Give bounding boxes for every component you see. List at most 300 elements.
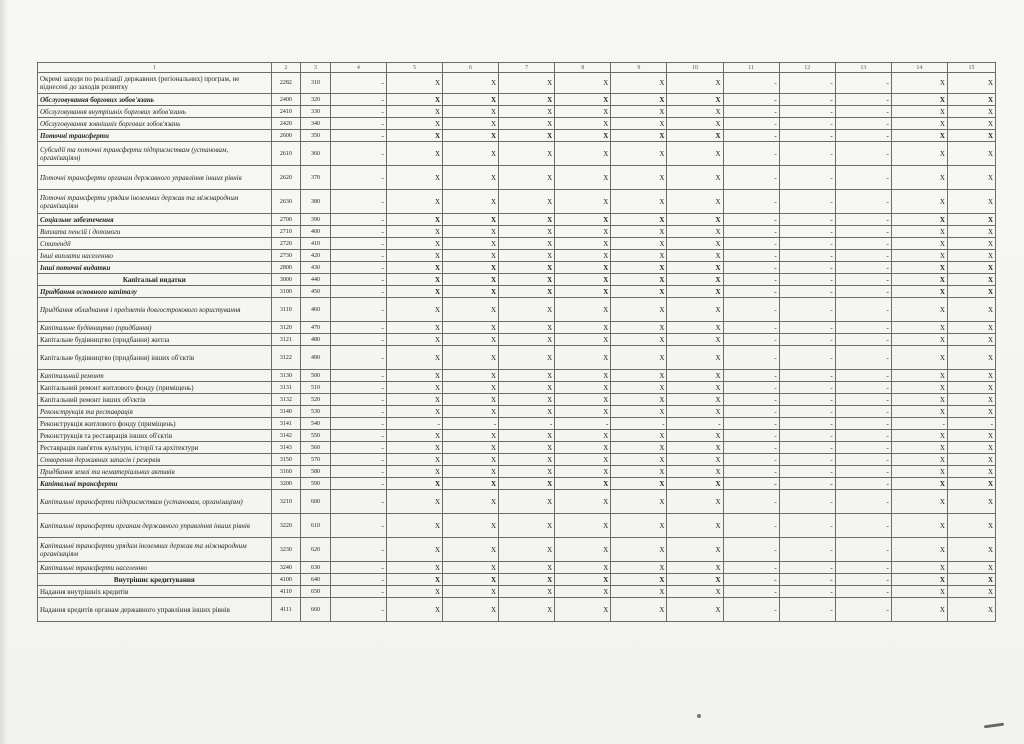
value-cell: -	[779, 118, 835, 130]
value-cell: X	[611, 226, 667, 238]
value-cell: X	[611, 274, 667, 286]
value-cell: X	[499, 190, 555, 214]
value-cell: -	[723, 130, 779, 142]
value-cell: X	[555, 322, 611, 334]
value-cell: X	[386, 94, 442, 106]
value-cell: X	[947, 118, 995, 130]
value-cell: X	[386, 286, 442, 298]
value-cell: X	[947, 286, 995, 298]
value-cell: X	[891, 466, 947, 478]
value-cell: -	[835, 214, 891, 226]
row-code: 2710	[271, 226, 301, 238]
value-cell: X	[667, 430, 723, 442]
value-cell: X	[386, 538, 442, 562]
value-cell: X	[443, 322, 499, 334]
value-cell: X	[555, 346, 611, 370]
value-cell: X	[611, 406, 667, 418]
value-cell: X	[891, 490, 947, 514]
value-cell: X	[611, 118, 667, 130]
value-cell: X	[611, 166, 667, 190]
value-cell: X	[667, 466, 723, 478]
table-row	[38, 274, 996, 286]
column-number-5: 5	[386, 63, 442, 73]
value-cell: X	[891, 142, 947, 166]
value-cell: -	[330, 226, 386, 238]
value-cell: -	[779, 166, 835, 190]
value-cell: -	[723, 190, 779, 214]
pen-tick-mark	[984, 723, 1004, 729]
value-cell: -	[723, 250, 779, 262]
value-cell: X	[443, 454, 499, 466]
value-cell: X	[947, 190, 995, 214]
row-code: 2410	[271, 106, 301, 118]
value-cell: X	[499, 394, 555, 406]
value-cell: -	[779, 538, 835, 562]
table-row	[38, 262, 996, 274]
table-row	[38, 106, 996, 118]
value-cell: X	[611, 190, 667, 214]
row-line-code: 520	[301, 394, 331, 406]
table-row	[38, 574, 996, 586]
value-cell: -	[947, 418, 995, 430]
table-row	[38, 442, 996, 454]
value-cell: -	[330, 406, 386, 418]
row-label: Придбання обладнання і предметів довгострокового користування	[38, 298, 272, 322]
value-cell: X	[499, 166, 555, 190]
value-cell: X	[667, 190, 723, 214]
value-cell: -	[779, 418, 835, 430]
value-cell: X	[947, 490, 995, 514]
value-cell: X	[947, 262, 995, 274]
value-cell: X	[891, 334, 947, 346]
value-cell: X	[891, 454, 947, 466]
value-cell: X	[555, 466, 611, 478]
value-cell: X	[555, 94, 611, 106]
value-cell: X	[891, 214, 947, 226]
value-cell: X	[443, 346, 499, 370]
row-label: Обслуговування внутрішніх боргових зобов'язань	[38, 106, 272, 118]
value-cell: X	[611, 238, 667, 250]
row-line-code: 610	[301, 514, 331, 538]
value-cell: X	[611, 466, 667, 478]
scan-edge-shadow	[0, 0, 8, 744]
value-cell: X	[443, 226, 499, 238]
row-code: 4110	[271, 586, 301, 598]
value-cell: X	[555, 130, 611, 142]
value-cell: X	[555, 478, 611, 490]
value-cell: -	[835, 466, 891, 478]
table-row	[38, 238, 996, 250]
value-cell: -	[723, 298, 779, 322]
value-cell: X	[947, 370, 995, 382]
value-cell: -	[835, 418, 891, 430]
value-cell: X	[555, 274, 611, 286]
value-cell: -	[723, 346, 779, 370]
value-cell: X	[891, 106, 947, 118]
value-cell: X	[443, 286, 499, 298]
value-cell: X	[611, 598, 667, 622]
value-cell: X	[443, 298, 499, 322]
value-cell: -	[330, 418, 386, 430]
value-cell: X	[386, 514, 442, 538]
value-cell: X	[499, 598, 555, 622]
value-cell: X	[891, 298, 947, 322]
value-cell: -	[779, 262, 835, 274]
value-cell: X	[611, 142, 667, 166]
value-cell: X	[947, 334, 995, 346]
column-number-1: 1	[38, 63, 272, 73]
row-code: 3143	[271, 442, 301, 454]
value-cell: -	[330, 430, 386, 442]
row-label: Капітальні трансферти підприємствам (установам, організаціям)	[38, 490, 272, 514]
value-cell: -	[330, 490, 386, 514]
value-cell: X	[667, 406, 723, 418]
value-cell: -	[723, 166, 779, 190]
value-cell: X	[499, 226, 555, 238]
value-cell: -	[835, 430, 891, 442]
value-cell: X	[611, 574, 667, 586]
value-cell: X	[891, 430, 947, 442]
value-cell: -	[330, 514, 386, 538]
value-cell: X	[555, 106, 611, 118]
row-label: Поточні трансферти органам державного управління інших рівнів	[38, 166, 272, 190]
column-number-10: 10	[667, 63, 723, 73]
value-cell: X	[499, 538, 555, 562]
value-cell: -	[835, 514, 891, 538]
row-code: 3131	[271, 382, 301, 394]
value-cell: X	[947, 250, 995, 262]
value-cell: X	[947, 166, 995, 190]
value-cell: -	[723, 262, 779, 274]
row-label: Капітальні трансферти	[38, 478, 272, 490]
value-cell: X	[891, 226, 947, 238]
value-cell: -	[779, 562, 835, 574]
value-cell: X	[386, 322, 442, 334]
value-cell: -	[723, 274, 779, 286]
value-cell: X	[611, 478, 667, 490]
value-cell: X	[667, 322, 723, 334]
value-cell: -	[723, 142, 779, 166]
value-cell: X	[555, 286, 611, 298]
row-line-code: 390	[301, 214, 331, 226]
value-cell: X	[386, 466, 442, 478]
value-cell: X	[611, 298, 667, 322]
row-label: Інші виплати населенню	[38, 250, 272, 262]
table-row	[38, 118, 996, 130]
value-cell: -	[723, 406, 779, 418]
value-cell: X	[555, 238, 611, 250]
value-cell: X	[555, 370, 611, 382]
value-cell: -	[723, 598, 779, 622]
value-cell: X	[667, 478, 723, 490]
row-code: 2282	[271, 73, 301, 94]
value-cell: -	[779, 382, 835, 394]
value-cell: X	[947, 574, 995, 586]
value-cell: X	[555, 562, 611, 574]
row-line-code: 540	[301, 418, 331, 430]
value-cell: -	[835, 106, 891, 118]
value-cell: -	[330, 238, 386, 250]
value-cell: -	[330, 454, 386, 466]
value-cell: X	[891, 370, 947, 382]
row-code: 2610	[271, 142, 301, 166]
value-cell: -	[330, 466, 386, 478]
value-cell: X	[947, 238, 995, 250]
budget-table-body	[38, 63, 996, 622]
column-number-2: 2	[271, 63, 301, 73]
value-cell: -	[779, 370, 835, 382]
value-cell: X	[499, 478, 555, 490]
value-cell: X	[499, 562, 555, 574]
value-cell: -	[835, 538, 891, 562]
value-cell: X	[891, 250, 947, 262]
value-cell: X	[891, 286, 947, 298]
value-cell: -	[667, 418, 723, 430]
column-number-12: 12	[779, 63, 835, 73]
value-cell: -	[779, 226, 835, 238]
value-cell: X	[386, 382, 442, 394]
value-cell: -	[330, 538, 386, 562]
value-cell: X	[667, 118, 723, 130]
row-code: 3000	[271, 274, 301, 286]
value-cell: -	[443, 418, 499, 430]
value-cell: X	[555, 538, 611, 562]
value-cell: X	[499, 334, 555, 346]
value-cell: X	[499, 382, 555, 394]
value-cell: X	[555, 394, 611, 406]
value-cell: X	[443, 538, 499, 562]
table-row	[38, 478, 996, 490]
value-cell: -	[835, 73, 891, 94]
value-cell: -	[835, 274, 891, 286]
value-cell: -	[779, 94, 835, 106]
row-label: Придбання основного капіталу	[38, 286, 272, 298]
value-cell: -	[779, 346, 835, 370]
row-line-code: 650	[301, 586, 331, 598]
value-cell: -	[330, 166, 386, 190]
table-row	[38, 73, 996, 94]
value-cell: X	[947, 478, 995, 490]
value-cell: -	[330, 130, 386, 142]
value-cell: X	[667, 538, 723, 562]
value-cell: -	[723, 370, 779, 382]
value-cell: -	[779, 406, 835, 418]
value-cell: X	[947, 94, 995, 106]
value-cell: X	[443, 334, 499, 346]
value-cell: -	[835, 238, 891, 250]
value-cell: -	[723, 106, 779, 118]
value-cell: X	[611, 538, 667, 562]
value-cell: -	[723, 382, 779, 394]
value-cell: X	[667, 298, 723, 322]
row-label: Капітальні трансферти органам державного управління інших рівнів	[38, 514, 272, 538]
row-code: 3140	[271, 406, 301, 418]
value-cell: X	[443, 406, 499, 418]
value-cell: X	[947, 130, 995, 142]
column-number-row	[38, 63, 996, 73]
value-cell: X	[555, 514, 611, 538]
value-cell: X	[499, 262, 555, 274]
row-line-code: 660	[301, 598, 331, 622]
value-cell: -	[723, 286, 779, 298]
value-cell: X	[499, 250, 555, 262]
value-cell: X	[386, 214, 442, 226]
value-cell: X	[611, 214, 667, 226]
row-label: Капітальне будівництво (придбання)	[38, 322, 272, 334]
row-line-code: 400	[301, 226, 331, 238]
table-row	[38, 250, 996, 262]
value-cell: -	[835, 346, 891, 370]
column-number-3: 3	[301, 63, 331, 73]
value-cell: X	[891, 73, 947, 94]
value-cell: X	[667, 394, 723, 406]
value-cell: X	[667, 562, 723, 574]
row-line-code: 580	[301, 466, 331, 478]
row-label: Надання кредитів органам державного управління інших рівнів	[38, 598, 272, 622]
value-cell: X	[443, 262, 499, 274]
value-cell: X	[891, 322, 947, 334]
value-cell: X	[443, 478, 499, 490]
value-cell: X	[611, 322, 667, 334]
value-cell: X	[947, 442, 995, 454]
row-label: Внутрішнє кредитування	[38, 574, 272, 586]
row-code: 3122	[271, 346, 301, 370]
value-cell: -	[555, 418, 611, 430]
value-cell: -	[330, 118, 386, 130]
value-cell: X	[386, 142, 442, 166]
row-code: 3230	[271, 538, 301, 562]
value-cell: X	[499, 94, 555, 106]
row-code: 3142	[271, 430, 301, 442]
value-cell: -	[835, 394, 891, 406]
row-code: 3141	[271, 418, 301, 430]
value-cell: X	[947, 430, 995, 442]
table-row	[38, 214, 996, 226]
value-cell: X	[667, 442, 723, 454]
value-cell: X	[611, 250, 667, 262]
value-cell: X	[947, 274, 995, 286]
value-cell: X	[499, 214, 555, 226]
value-cell: X	[891, 442, 947, 454]
value-cell: X	[667, 286, 723, 298]
value-cell: X	[891, 94, 947, 106]
value-cell: X	[499, 106, 555, 118]
row-code: 2700	[271, 214, 301, 226]
table-row	[38, 226, 996, 238]
value-cell: -	[891, 418, 947, 430]
value-cell: -	[779, 586, 835, 598]
value-cell: -	[835, 382, 891, 394]
value-cell: -	[835, 490, 891, 514]
table-row	[38, 142, 996, 166]
table-row	[38, 406, 996, 418]
value-cell: -	[779, 298, 835, 322]
value-cell: X	[443, 142, 499, 166]
value-cell: -	[779, 190, 835, 214]
value-cell: X	[555, 118, 611, 130]
value-cell: -	[723, 226, 779, 238]
value-cell: -	[779, 490, 835, 514]
value-cell: X	[891, 274, 947, 286]
value-cell: X	[947, 406, 995, 418]
value-cell: X	[611, 106, 667, 118]
value-cell: -	[835, 142, 891, 166]
table-row	[38, 94, 996, 106]
value-cell: -	[723, 394, 779, 406]
value-cell: X	[386, 370, 442, 382]
row-line-code: 480	[301, 334, 331, 346]
row-line-code: 430	[301, 262, 331, 274]
column-number-6: 6	[443, 63, 499, 73]
value-cell: X	[667, 586, 723, 598]
row-label: Виплата пенсій і допомоги	[38, 226, 272, 238]
value-cell: -	[835, 166, 891, 190]
value-cell: X	[499, 586, 555, 598]
value-cell: X	[555, 250, 611, 262]
value-cell: X	[386, 586, 442, 598]
value-cell: X	[555, 298, 611, 322]
row-line-code: 620	[301, 538, 331, 562]
row-code: 2400	[271, 94, 301, 106]
value-cell: X	[611, 442, 667, 454]
table-row	[38, 394, 996, 406]
value-cell: X	[443, 382, 499, 394]
value-cell: X	[555, 598, 611, 622]
row-label: Капітальні трансферти урядам іноземних держав та міжнародним організаціям	[38, 538, 272, 562]
value-cell: X	[947, 454, 995, 466]
value-cell: -	[330, 586, 386, 598]
value-cell: -	[330, 214, 386, 226]
value-cell: X	[386, 250, 442, 262]
table-row	[38, 466, 996, 478]
value-cell: X	[386, 130, 442, 142]
value-cell: -	[835, 586, 891, 598]
value-cell: X	[555, 430, 611, 442]
table-row	[38, 286, 996, 298]
value-cell: X	[499, 574, 555, 586]
value-cell: -	[723, 442, 779, 454]
faint-footer-bleed	[40, 676, 980, 682]
row-label: Капітальний ремонт житлового фонду (приміщень)	[38, 382, 272, 394]
value-cell: X	[947, 538, 995, 562]
value-cell: X	[386, 166, 442, 190]
row-line-code: 370	[301, 166, 331, 190]
value-cell: -	[779, 598, 835, 622]
value-cell: X	[386, 442, 442, 454]
value-cell: X	[611, 382, 667, 394]
value-cell: -	[835, 250, 891, 262]
value-cell: -	[779, 394, 835, 406]
row-line-code: 310	[301, 73, 331, 94]
value-cell: X	[667, 106, 723, 118]
value-cell: X	[386, 394, 442, 406]
row-line-code: 510	[301, 382, 331, 394]
value-cell: -	[330, 370, 386, 382]
row-line-code: 450	[301, 286, 331, 298]
row-line-code: 470	[301, 322, 331, 334]
value-cell: X	[386, 562, 442, 574]
value-cell: -	[723, 454, 779, 466]
value-cell: X	[891, 190, 947, 214]
table-row	[38, 130, 996, 142]
value-cell: -	[779, 454, 835, 466]
column-number-7: 7	[499, 63, 555, 73]
value-cell: X	[499, 142, 555, 166]
value-cell: X	[947, 73, 995, 94]
value-cell: X	[667, 238, 723, 250]
value-cell: -	[779, 238, 835, 250]
value-cell: X	[555, 382, 611, 394]
